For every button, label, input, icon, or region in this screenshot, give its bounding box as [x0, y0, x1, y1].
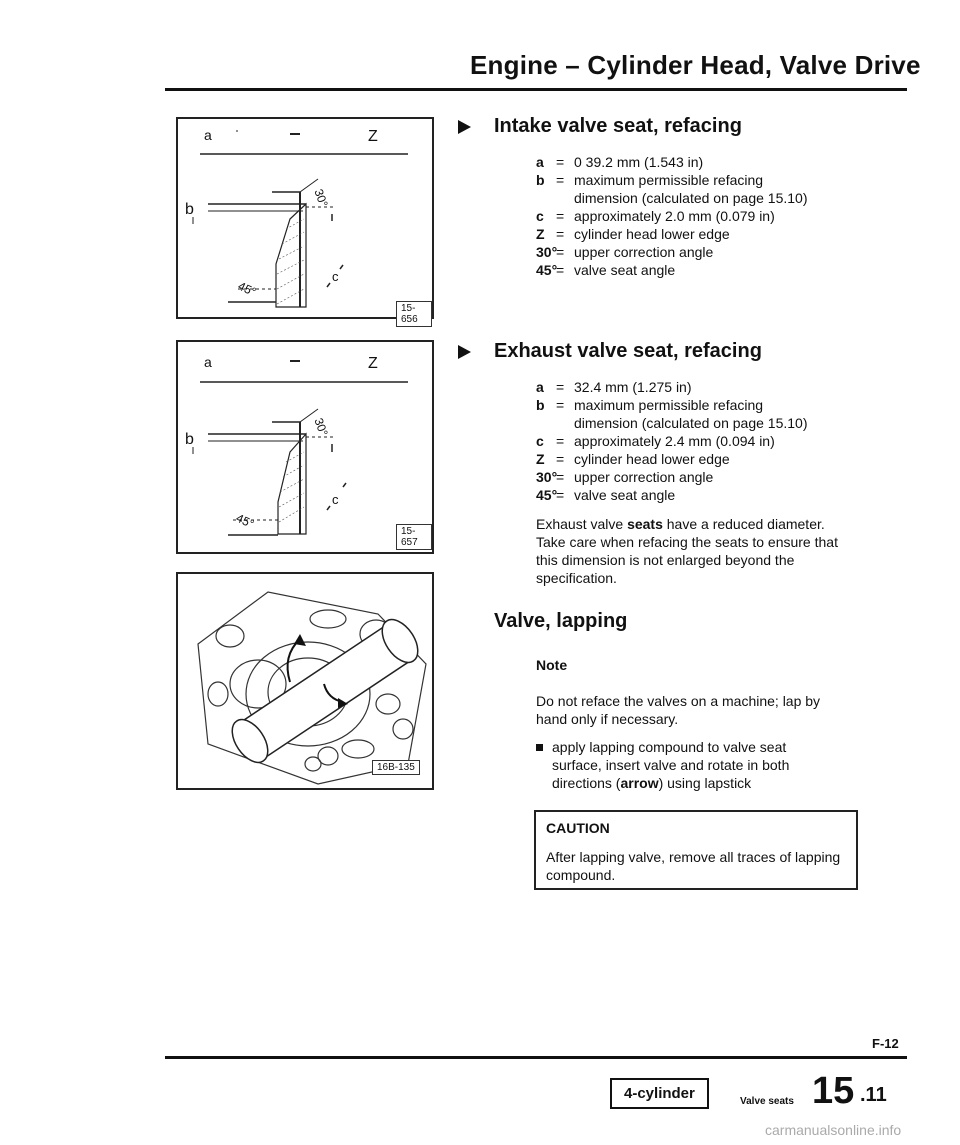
label-b: b	[185, 431, 194, 448]
label-45: 45°	[235, 278, 259, 300]
label-45: 45°	[233, 510, 257, 532]
legend-row: b = maximum permissible refacing	[536, 397, 764, 413]
label-z: Z	[368, 355, 378, 372]
label-c: c	[332, 492, 339, 507]
legend-row-cont: dimension (calculated on page 15.10)	[574, 415, 808, 431]
legend-row: 45° = valve seat angle	[536, 262, 676, 278]
figure-ref: 16B-135	[372, 760, 420, 775]
label-a: a	[204, 354, 212, 370]
figure-ref: 15-656	[396, 301, 432, 327]
figure-intake-seat	[176, 117, 434, 325]
exhaust-section-title: Exhaust valve seat, refacing	[494, 340, 762, 362]
legend-row: a = 32.4 mm (1.275 in)	[536, 379, 692, 395]
legend-row: c = approximately 2.4 mm (0.094 in)	[536, 433, 775, 449]
intake-legend	[536, 153, 866, 279]
lapping-note: Do not reface the valves on a machine; lap by hand only if necessary.	[536, 693, 821, 727]
label-z: Z	[368, 128, 378, 145]
exhaust-note: Exhaust valve seats have a reduced diameter. Take care when refacing the seats to ensure that this dimension is not enlarged beyond the specification.	[536, 516, 838, 586]
lapping-illustration	[178, 574, 432, 788]
label-c: c	[332, 269, 339, 284]
bullet-icon	[536, 744, 543, 751]
label-a: a	[204, 127, 212, 143]
section-number-minor: .11	[860, 1084, 887, 1106]
figure-valve-lapping	[176, 572, 434, 790]
page-code: F-12	[872, 1036, 899, 1051]
intake-seat-diagram	[178, 119, 432, 317]
caution-box	[534, 810, 858, 890]
label-30: 30°	[311, 416, 331, 438]
lapping-section-title: Valve, lapping	[494, 610, 628, 632]
legend-row: a = 0 39.2 mm (1.543 in)	[536, 154, 704, 170]
legend-row: Z = cylinder head lower edge	[536, 226, 730, 242]
legend-row: 30° = upper correction angle	[536, 469, 714, 485]
section-arrow-marker	[458, 345, 471, 359]
cylinder-tab: 4-cylinder	[610, 1078, 709, 1109]
section-number-major: 15	[812, 1070, 855, 1112]
header-rule	[165, 88, 907, 91]
note-title: Note	[536, 657, 568, 673]
footer-rule	[165, 1056, 907, 1059]
legend-row: b = maximum permissible refacing	[536, 172, 764, 188]
intake-section-title: Intake valve seat, refacing	[494, 115, 742, 137]
watermark: carmanualsonline.info	[765, 1122, 902, 1138]
caution-title: CAUTION	[546, 820, 610, 836]
legend-row-cont: dimension (calculated on page 15.10)	[574, 190, 808, 206]
exhaust-seat-diagram	[178, 342, 432, 552]
exhaust-legend	[536, 378, 866, 504]
figure-ref: 15-657	[396, 524, 432, 550]
legend-row: 45° = valve seat angle	[536, 487, 676, 503]
label-30: 30°	[311, 187, 331, 209]
section-label: Valve seats	[740, 1096, 794, 1107]
legend-row: Z = cylinder head lower edge	[536, 451, 730, 467]
figure-exhaust-seat	[176, 340, 434, 554]
caution-text: After lapping valve, remove all traces of lapping compound.	[546, 849, 841, 883]
legend-row: 30° = upper correction angle	[536, 244, 714, 260]
page-title: Engine – Cylinder Head, Valve Drive	[470, 50, 921, 80]
section-arrow-marker	[458, 120, 471, 134]
legend-row: c = approximately 2.0 mm (0.079 in)	[536, 208, 775, 224]
lapping-instruction: apply lapping compound to valve seat surface, insert valve and rotate in both directions (arrow) using lapstick	[536, 738, 836, 792]
label-b: b	[185, 201, 194, 218]
